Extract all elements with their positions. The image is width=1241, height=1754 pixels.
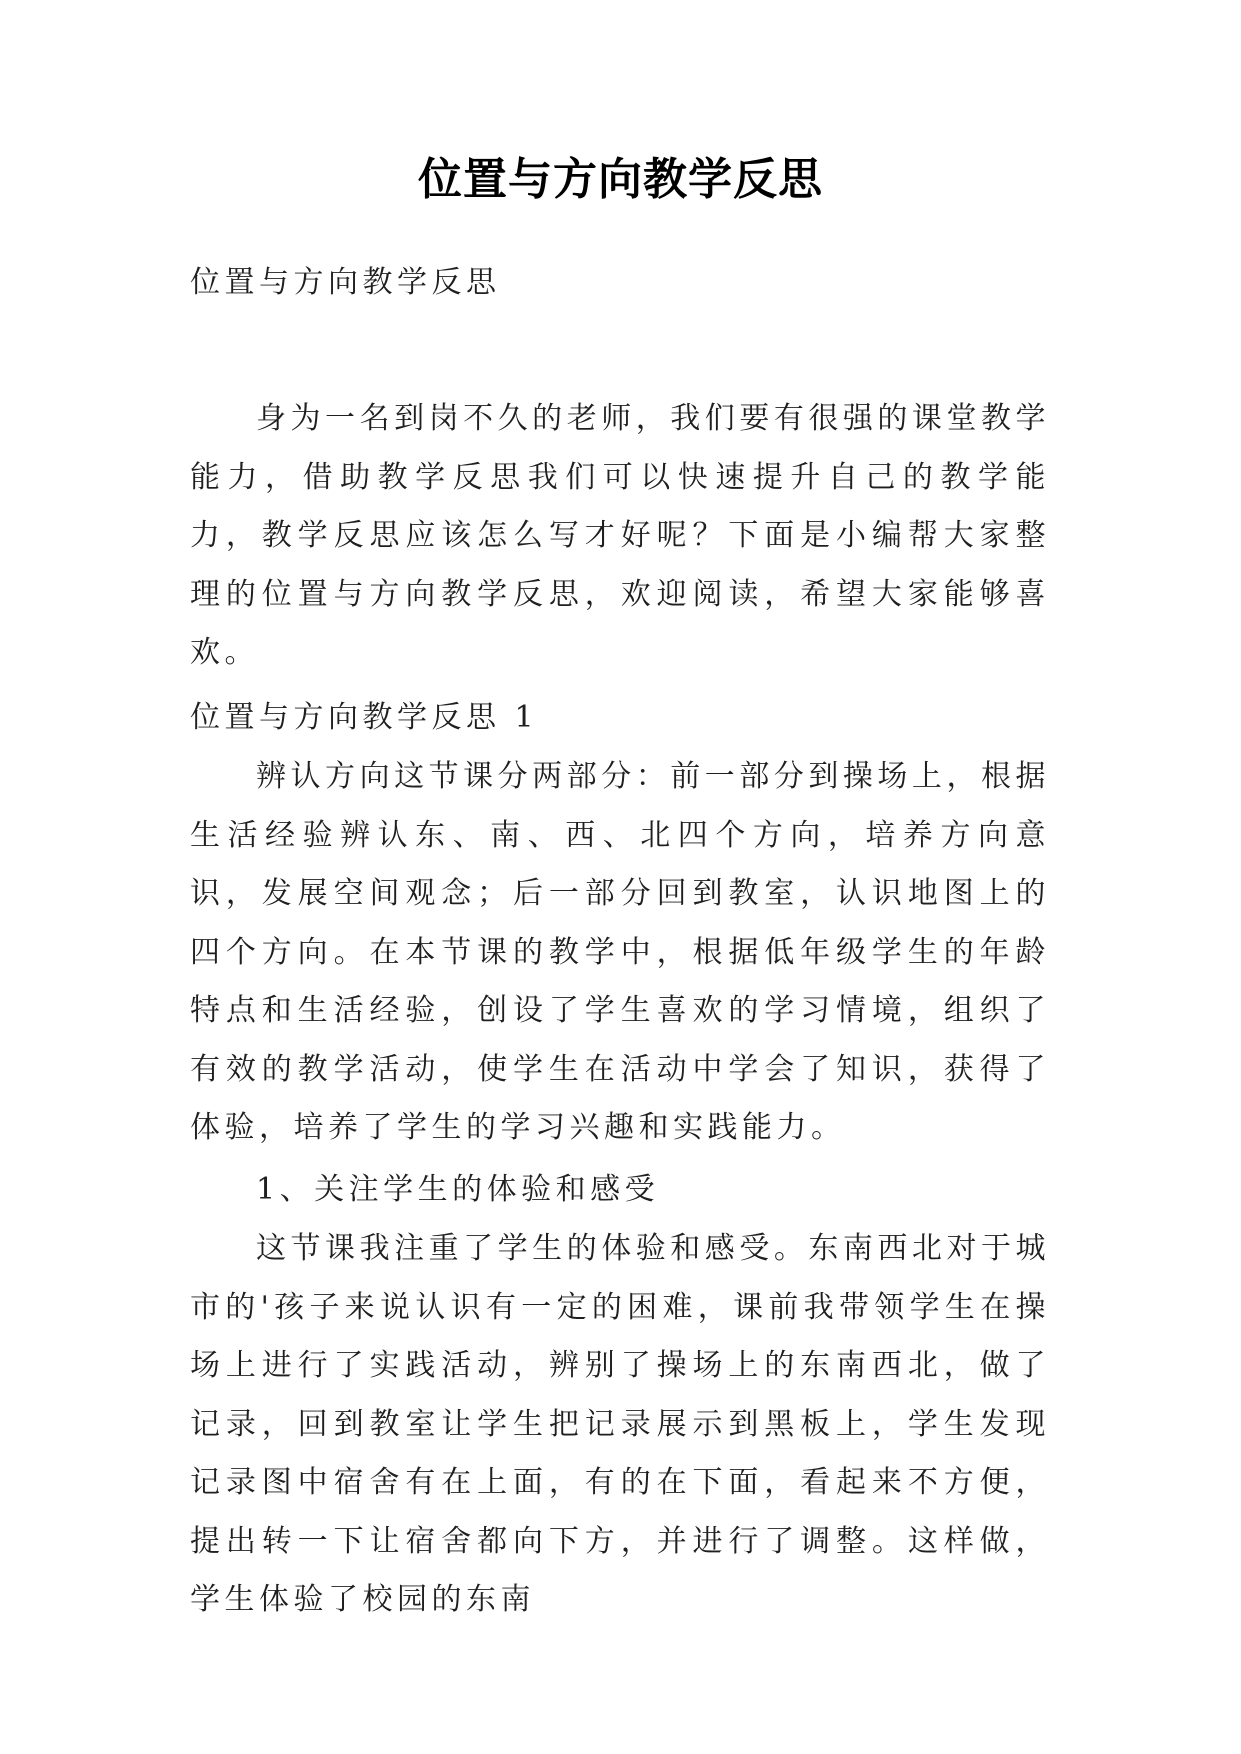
document-title: 位置与方向教学反思: [418, 154, 823, 205]
intro-paragraph: 身为一名到岗不久的老师，我们要有很强的课堂教学能力，借助教学反思我们可以快速提升自己的教学能力，教学反思应该怎么写才好呢？下面是小编帮大家整理的位置与方向教学反思，欢迎阅读，希望大家能够喜欢。: [190, 401, 1050, 670]
section-paragraph: 辨认方向这节课分两部分：前一部分到操场上，根据生活经验辨认东、南、西、北四个方向，培养方向意识，发展空间观念；后一部分回到教室，认识地图上的四个方向。在本节课的教学中，根据低年级学生的年龄特点和生活经验，创设了学生喜欢的学习情境，组织了有效的教学活动，使学生在活动中学会了知识，获得了体验，培养了学生的学习兴趣和实践能力。: [190, 759, 1050, 1145]
point-heading: 1、关注学生的体验和感受: [256, 1172, 660, 1207]
section-heading: 位置与方向教学反思 1: [190, 700, 539, 735]
document-subtitle: 位置与方向教学反思: [190, 265, 501, 300]
point-paragraph: 这节课我注重了学生的体验和感受。东南西北对于城市的'孩子来说认识有一定的困难，课前我带领学生在操场上进行了实践活动，辨别了操场上的东南西北，做了记录，回到教室让学生把记录展示到黑板上，学生发现记录图中宿舍有在上面，有的在下面，看起来不方便，提出转一下让宿舍都向下方，并进行了调整。这样做，学生体验了校园的东南: [190, 1231, 1050, 1617]
